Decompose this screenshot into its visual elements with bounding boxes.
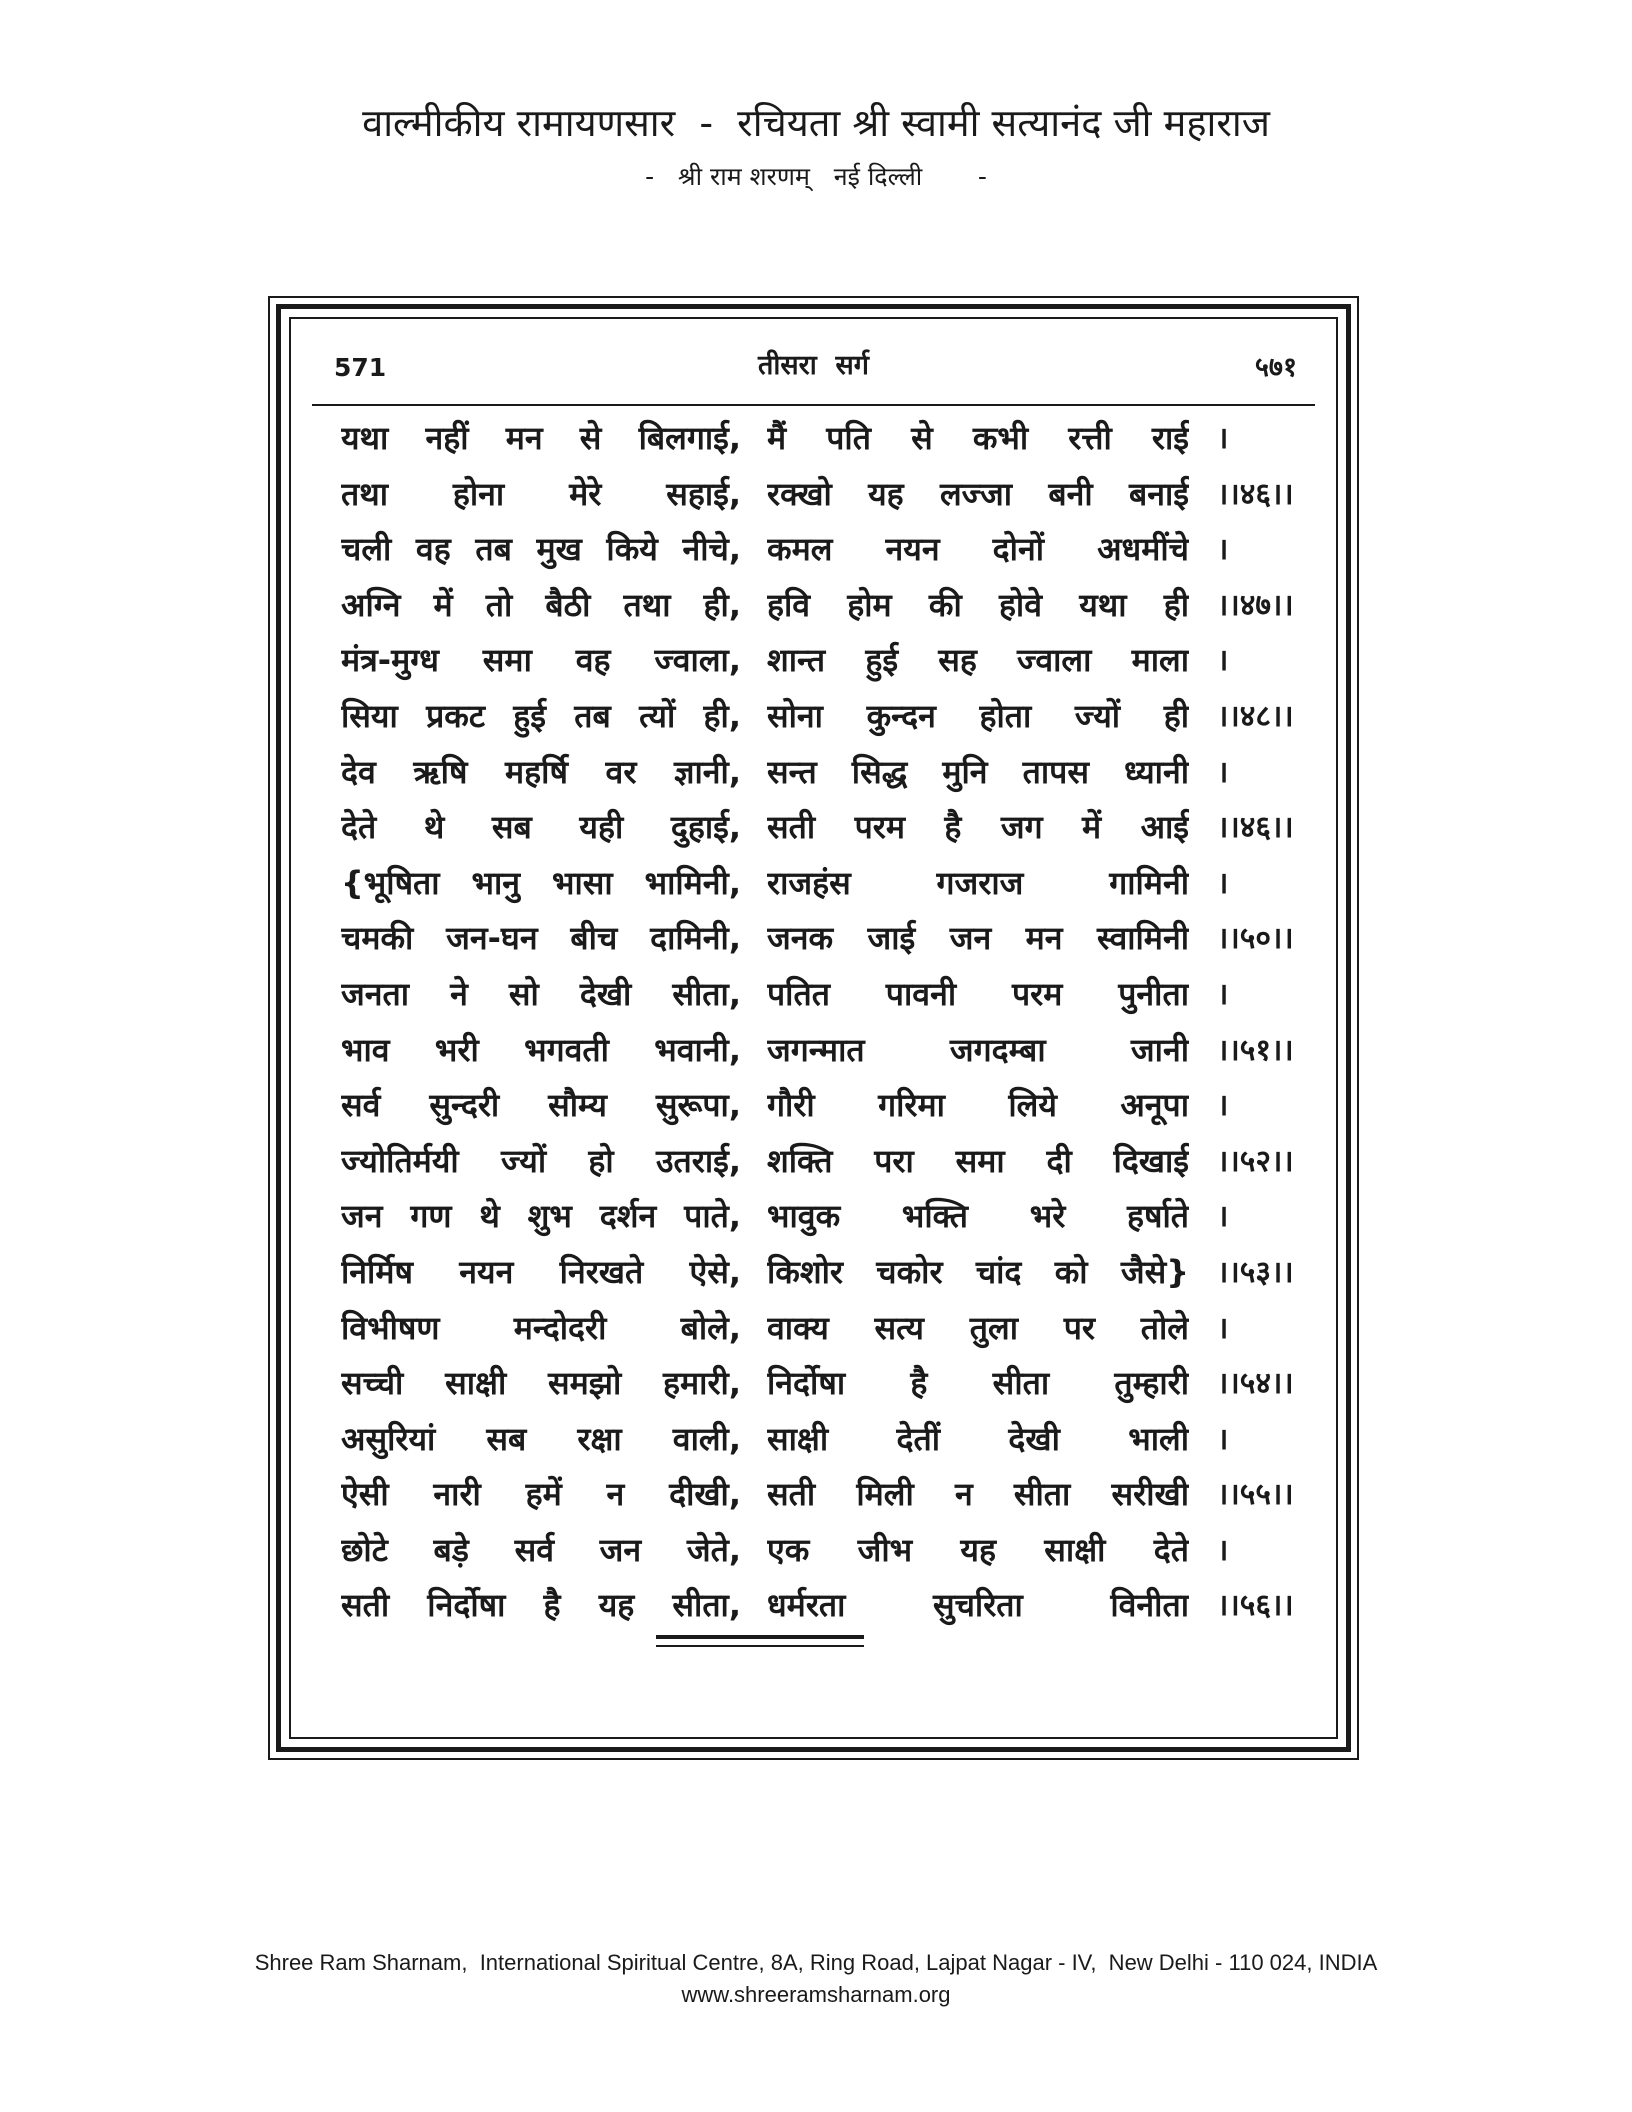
verse-second-half: साक्षी देतीं देखी भाली xyxy=(767,1419,1189,1458)
verse-first-half: ऐसी नारी हमें न दीखी, xyxy=(341,1475,741,1514)
verse-row xyxy=(341,1245,1341,1301)
verse-first-half: निर्मिष नयन निरखते ऐसे, xyxy=(341,1252,741,1291)
verse-number: ।।५५।। xyxy=(1217,1477,1294,1513)
footer-address: Shree Ram Sharnam, International Spiritual Centre, 8A, Ring Road, Lajpat Nagar - IV, New Delhi - 110 024, INDIA xyxy=(254,1950,1378,1975)
page-header xyxy=(312,342,1315,406)
verse-number: । xyxy=(1217,1088,1229,1124)
verse-number: । xyxy=(1217,754,1229,790)
verse-number: ।।५१।। xyxy=(1217,1032,1294,1068)
verse-first-half: असुरियां सब रक्षा वाली, xyxy=(341,1419,741,1458)
verse-row xyxy=(341,967,1341,1023)
verse-row xyxy=(341,1412,1341,1468)
verse-first-half: ज्योतिर्मयी ज्यों हो उतराई, xyxy=(341,1141,741,1180)
verse-number: । xyxy=(1217,1199,1229,1235)
verse-second-half: रक्खो यह लज्जा बनी बनाई xyxy=(767,474,1189,513)
verse-number: । xyxy=(1217,1421,1229,1457)
verse-first-half: सच्ची साक्षी समझो हमारी, xyxy=(341,1364,741,1403)
verse-first-half: सिया प्रकट हुई तब त्यों ही, xyxy=(341,696,741,735)
page-frame xyxy=(268,296,1359,1760)
section-title: तीसरा सर्ग xyxy=(758,350,869,381)
verse-first-half: चमकी जन-घन बीच दामिनी, xyxy=(341,919,741,958)
verse-row xyxy=(341,1301,1341,1357)
verse-list xyxy=(341,411,1341,1634)
verse-first-half: छोटे बड़े सर्व जन जेते, xyxy=(341,1530,741,1569)
verse-first-half: जन गण थे शुभ दर्शन पाते, xyxy=(341,1197,741,1236)
page-frame-inner-border xyxy=(289,317,1338,1739)
verse-first-half: सती निर्दोषा है यह सीता, xyxy=(341,1586,741,1625)
verse-number: ।।५२।। xyxy=(1217,1143,1294,1179)
verse-first-half: भाव भरी भगवती भवानी, xyxy=(341,1030,741,1069)
verse-first-half: मंत्र-मुग्ध समा वह ज्वाला, xyxy=(341,641,741,680)
verse-row xyxy=(341,1078,1341,1134)
verse-first-half: अग्नि में तो बैठी तथा ही, xyxy=(341,585,741,624)
document-subtitle: - श्री राम शरणम् नई दिल्ली - xyxy=(645,162,987,191)
verse-first-half: देव ऋषि महर्षि वर ज्ञानी, xyxy=(341,752,741,791)
verse-row xyxy=(341,1578,1341,1634)
verse-first-half: यथा नहीं मन से बिलगाई, xyxy=(341,419,741,457)
verse-row xyxy=(341,1023,1341,1079)
verse-second-half: सन्त सिद्ध मुनि तापस ध्यानी xyxy=(767,752,1189,791)
verse-number: ।।४६।। xyxy=(1217,810,1294,846)
page-number-devanagari: ५७१ xyxy=(1254,352,1297,383)
verse-second-half: धर्मरता सुचरिता विनीता xyxy=(767,1586,1189,1625)
verse-second-half: गौरी गरिमा लिये अनूपा xyxy=(767,1086,1189,1125)
verse-first-half: जनता ने सो देखी सीता, xyxy=(341,974,741,1013)
verse-first-half: {भूषिता भानु भासा भामिनी, xyxy=(341,863,741,902)
page-frame-thick-border xyxy=(276,304,1351,1752)
verse-number: । xyxy=(1217,865,1229,901)
verse-second-half: शक्ति परा समा दी दिखाई xyxy=(767,1141,1189,1180)
verse-number: ।।५०।। xyxy=(1217,921,1294,957)
verse-second-half: निर्दोषा है सीता तुम्हारी xyxy=(767,1364,1189,1403)
verse-second-half: सती मिली न सीता सरीखी xyxy=(767,1475,1189,1514)
verse-row xyxy=(341,911,1341,967)
verse-number: । xyxy=(1217,421,1229,456)
verse-number: ।।४८।। xyxy=(1217,698,1294,734)
verse-row xyxy=(341,856,1341,912)
verse-first-half: सर्व सुन्दरी सौम्य सुरूपा, xyxy=(341,1086,741,1125)
verse-row xyxy=(341,467,1341,523)
verse-row xyxy=(341,633,1341,689)
verse-second-half: राजहंस गजराज गामिनी xyxy=(767,863,1189,902)
verse-number: । xyxy=(1217,532,1229,568)
verse-row xyxy=(341,800,1341,856)
verse-row xyxy=(341,578,1341,634)
verse-second-half: वाक्य सत्य तुला पर तोले xyxy=(767,1308,1189,1347)
verse-number: ।।४७।। xyxy=(1217,587,1294,623)
footer-website: www.shreeramsharnam.org xyxy=(681,1982,951,2007)
verse-row xyxy=(341,745,1341,801)
verse-second-half: भावुक भक्ति भरे हर्षाते xyxy=(767,1197,1189,1236)
verse-second-half: सती परम है जग में आई xyxy=(767,808,1189,847)
verse-row xyxy=(341,411,1341,467)
verse-row xyxy=(341,1523,1341,1579)
verse-number: ।।५६।। xyxy=(1217,1588,1294,1624)
verse-second-half: किशोर चकोर चांद को जैसे} xyxy=(767,1252,1189,1291)
verse-second-half: जगन्मात जगदम्बा जानी xyxy=(767,1030,1189,1069)
verse-second-half: मैं पति से कभी रत्ती राई xyxy=(767,419,1189,457)
verse-number: ।।४६।। xyxy=(1217,476,1294,512)
verse-second-half: शान्त हुई सह ज्वाला माला xyxy=(767,641,1189,680)
verse-number: । xyxy=(1217,976,1229,1012)
verse-number: । xyxy=(1217,643,1229,679)
verse-first-half: तथा होना मेरे सहाई, xyxy=(341,474,741,513)
verse-row xyxy=(341,522,1341,578)
page-number-latin: 571 xyxy=(334,353,387,382)
verse-second-half: सोना कुन्दन होता ज्यों ही xyxy=(767,696,1189,735)
verse-second-half: जनक जाई जन मन स्वामिनी xyxy=(767,919,1189,958)
verse-first-half: विभीषण मन्दोदरी बोले, xyxy=(341,1308,741,1347)
verse-row xyxy=(341,1467,1341,1523)
verse-first-half: चली वह तब मुख किये नीचे, xyxy=(341,530,741,569)
verse-number: । xyxy=(1217,1532,1229,1568)
verse-row xyxy=(341,1189,1341,1245)
verse-row xyxy=(341,1134,1341,1190)
verse-number: । xyxy=(1217,1310,1229,1346)
verse-row xyxy=(341,1356,1341,1412)
verse-second-half: एक जीभ यह साक्षी देते xyxy=(767,1530,1189,1569)
verse-first-half: देते थे सब यही दुहाई, xyxy=(341,808,741,847)
verse-second-half: हवि होम की होवे यथा ही xyxy=(767,585,1189,624)
verse-row xyxy=(341,689,1341,745)
end-ornament-rule xyxy=(656,1635,864,1647)
document-title: वाल्मीकीय रामायणसार - रचियता श्री स्वामी सत्यानंद जी महाराज xyxy=(362,101,1270,145)
verse-second-half: पतित पावनी परम पुनीता xyxy=(767,974,1189,1013)
verse-number: ।।५३।। xyxy=(1217,1254,1294,1290)
verse-second-half: कमल नयन दोनों अधमींचे xyxy=(767,530,1189,569)
verse-number: ।।५४।। xyxy=(1217,1366,1294,1402)
